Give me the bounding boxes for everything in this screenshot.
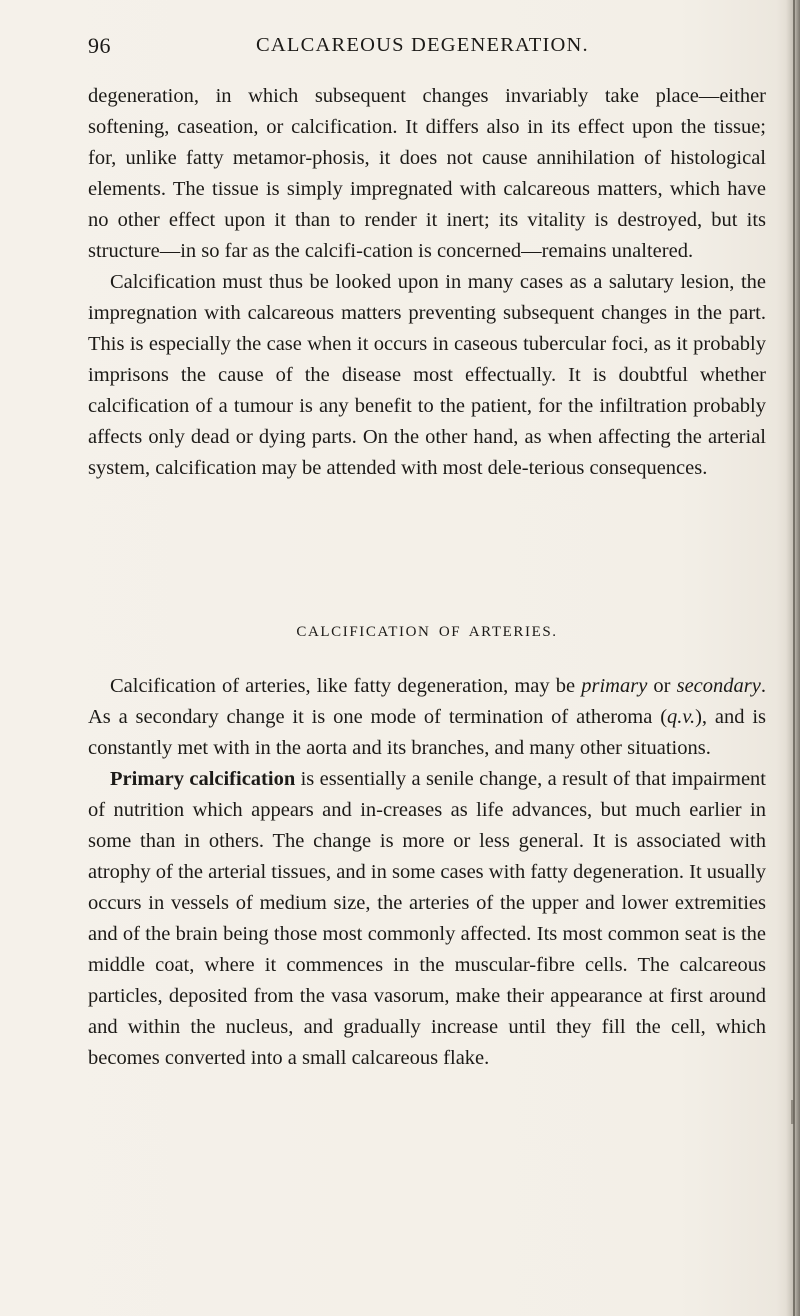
paragraph-primary-calcification [88,764,766,1074]
p3-text-2: . As a secondary change it is one mode of termination of atheroma ( [88,675,766,728]
term-primary: primary [581,675,648,697]
p3-text-1: Calcification of arteries, like fatty degeneration, may be [110,675,582,697]
paragraph-calcification-salutary: Calcification must thus be looked upon in many cases as a salutary lesion, the impregnation with calcareous matters preventing subsequent changes in the part. This is especially the case when it occurs in caseous tubercular foci, as it probably imprisons the cause of the disease most effectually. It is doubtful whether calcification of a tumour is any benefit to the patient, for the infiltration probably affects only dead or dying parts. On the other hand, as when affecting the arterial system, calcification may be attended with most dele-terious consequences. [88,271,766,479]
section-heading: CALCIFICATION OF ARTERIES. [296,624,558,640]
body-text-section [88,671,766,1074]
term-qv: q.v. [667,706,696,728]
term-secondary: secondary [676,675,761,697]
running-head [88,33,770,63]
term-primary-calcification: Primary calcification [110,768,296,790]
p3-text-3: ), and is constantly met with in the aorta and its branches, and many other situations. [88,706,766,759]
p4-text: is essentially a senile change, a result of that impairment of nutrition which appears and in-creases as life advances, but much earlier in some than in others. The change is more or less general. It is associated with atrophy of the arterial tissues, and in some cases with fatty degeneration. It usually occurs in vessels of medium size, the arteries of the upper and lower extremities and of the brain being those most commonly affected. Its most common seat is the middle coat, where it commences in the muscular-fibre cells. The calcareous particles, deposited from the vasa vasorum, make their appearance at first around and within the nucleus, and gradually increase until they fill the cell, which becomes converted into a small calcareous flake. [88,768,767,1069]
p3-text-or: or [647,675,677,697]
paragraph-calcification-of-arteries [88,671,766,764]
running-title: CALCAREOUS DEGENERATION. [256,34,589,56]
paragraph-continuation: degeneration, in which subsequent changes invariably take place—either softening, caseation, or calcification. It differs also in its effect upon the tissue; for, unlike fatty metamor-phosis, it does not cause annihilation of histological elements. The tissue is simply impregnated with calcareous matters, which have no other effect upon it than to render it inert; its vitality is destroyed, but its structure—in so far as the calcifi-cation is concerned—remains unaltered. [88,85,766,262]
body-text-top [88,81,766,484]
page-number: 96 [88,33,111,58]
edge-mark [791,1100,794,1124]
